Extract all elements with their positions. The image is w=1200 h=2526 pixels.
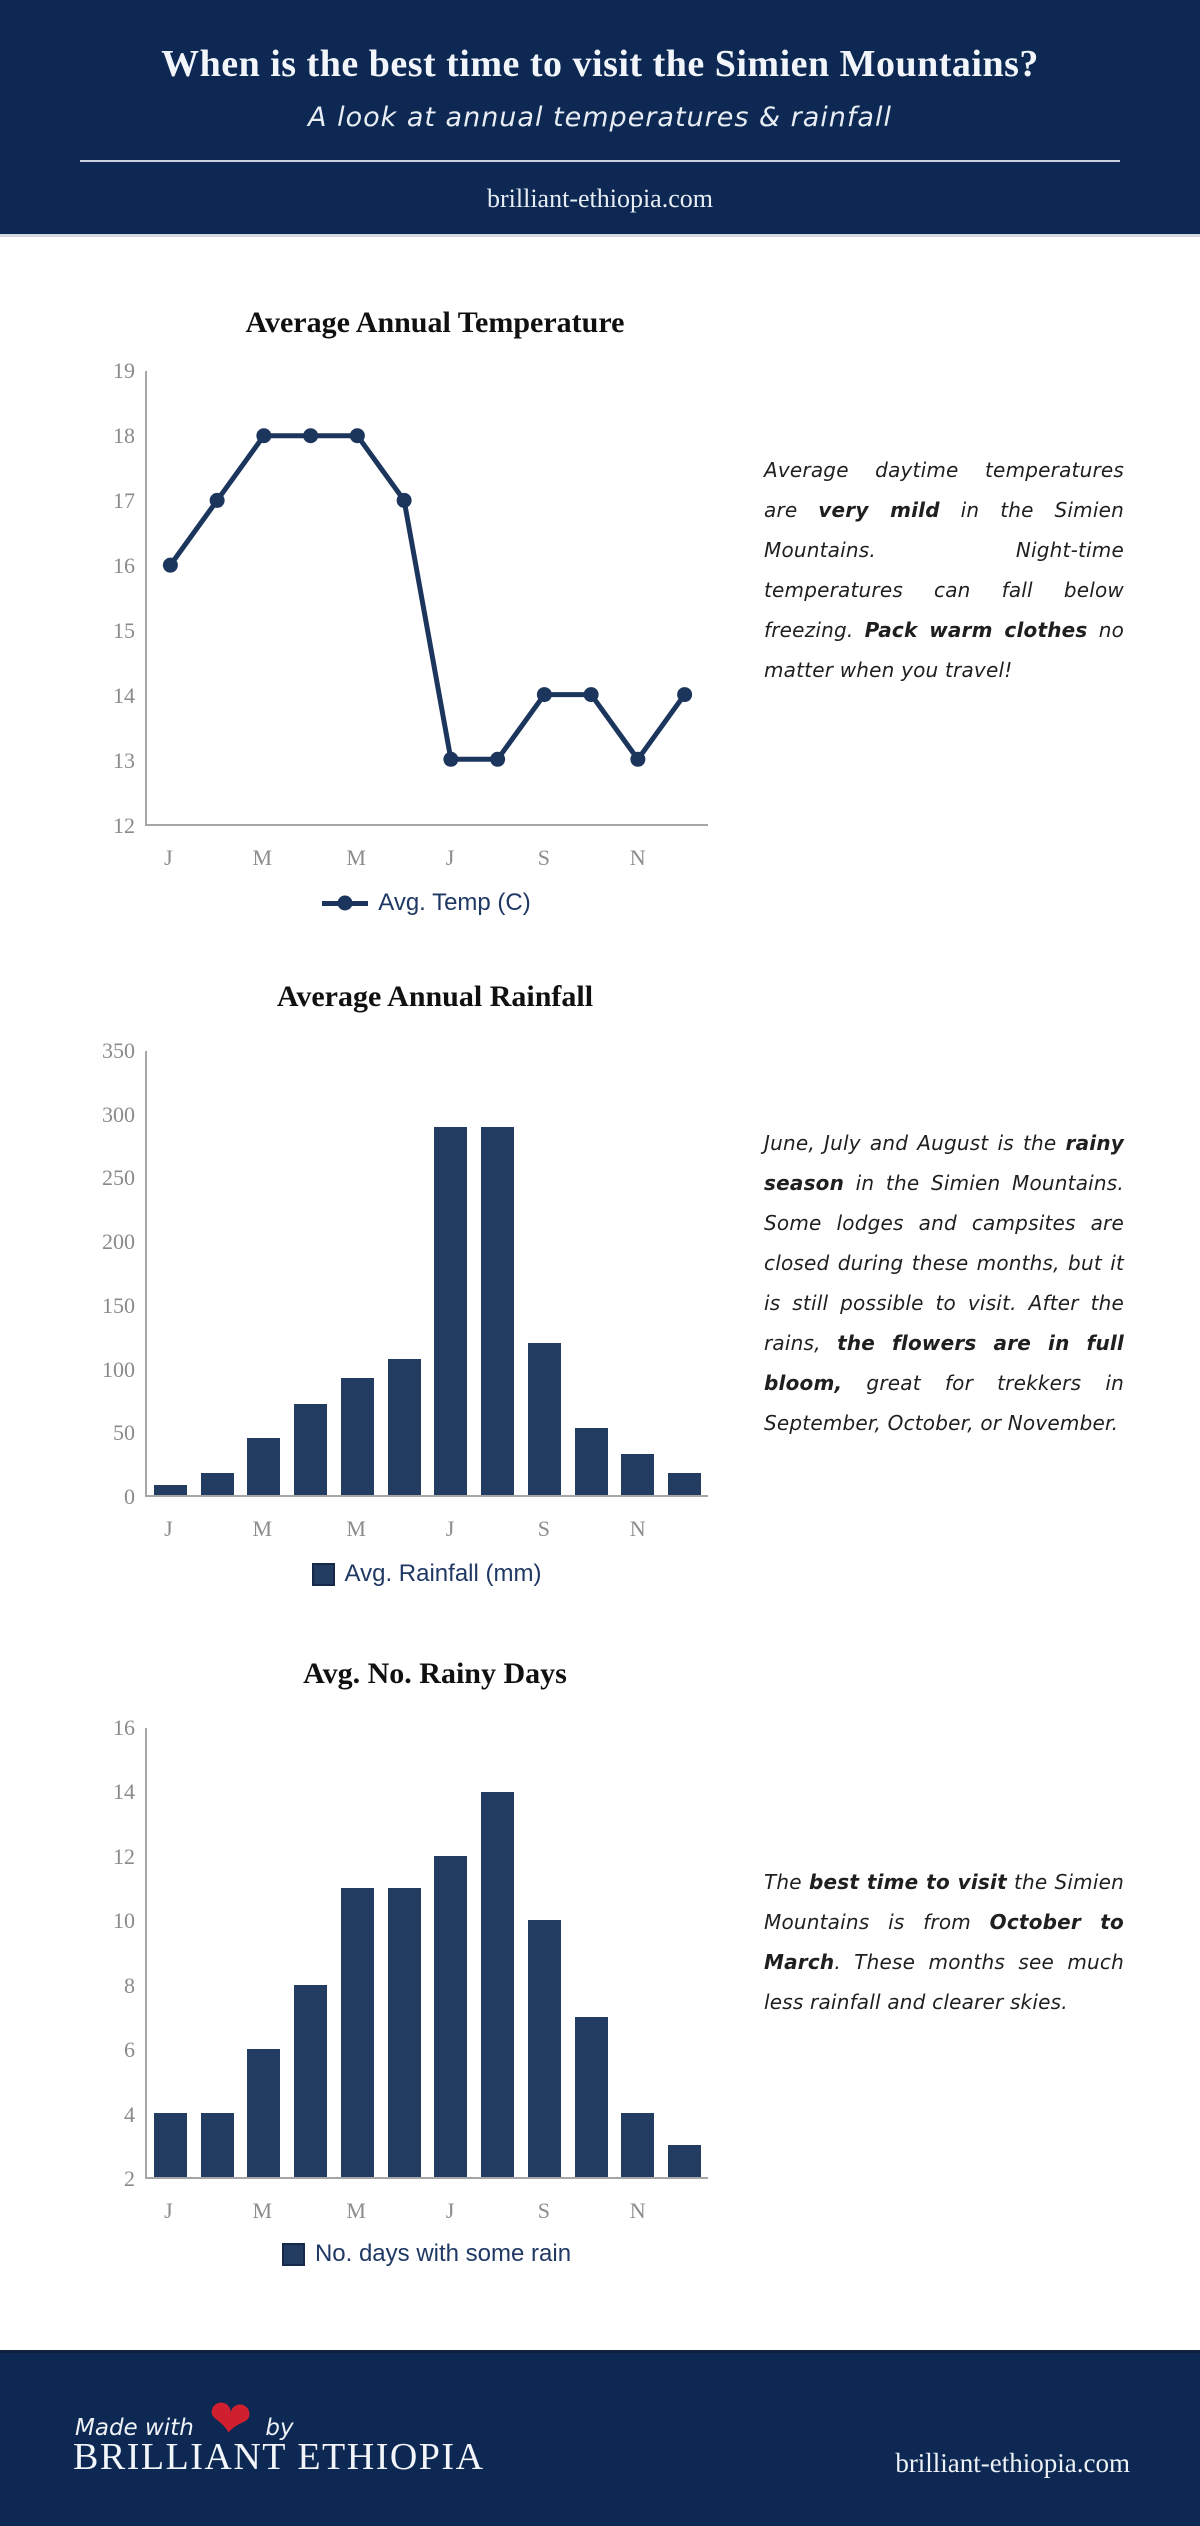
data-point-marker <box>256 428 271 443</box>
temperature-note <box>764 450 1124 690</box>
data-point-marker <box>350 428 365 443</box>
y-tick-label: 14 <box>113 1779 135 1805</box>
note-text-segment: very mild <box>818 498 940 522</box>
best-time-note <box>764 1862 1124 2022</box>
header-divider <box>80 160 1120 162</box>
note-text-segment: June, July and August is the <box>764 1131 1066 1155</box>
x-tick-label: M <box>346 1516 366 1541</box>
x-tick-label: S <box>537 845 550 870</box>
rainy-days-x-axis <box>145 2198 708 2224</box>
note-text-segment: rainy season <box>764 1131 1124 1195</box>
bar <box>434 1127 467 1495</box>
data-point-marker <box>443 752 458 767</box>
note-text-segment: great for trekkers in September, October, or November. <box>764 1371 1124 1435</box>
x-tick-label <box>192 2198 239 2224</box>
line-marker-icon <box>322 901 368 906</box>
rainfall-legend <box>145 1560 708 1588</box>
x-tick-label <box>192 845 239 871</box>
bar <box>247 2049 280 2177</box>
x-tick-label <box>661 845 708 871</box>
x-tick-label <box>286 2198 333 2224</box>
rainfall-chart <box>95 1038 708 1509</box>
note-text-segment: Pack warm clothes <box>864 618 1088 642</box>
bar <box>668 2145 701 2177</box>
temperature-plot-area <box>145 371 708 826</box>
data-point-marker <box>397 493 412 508</box>
x-tick-label: N <box>629 1516 646 1541</box>
rainfall-plot-area <box>145 1051 708 1497</box>
data-point-marker <box>537 687 552 702</box>
bar <box>294 1404 327 1495</box>
rainfall-x-axis <box>145 1516 708 1542</box>
y-tick-label: 350 <box>102 1038 135 1063</box>
y-tick-label: 300 <box>102 1101 135 1127</box>
y-tick-label: 250 <box>102 1165 135 1191</box>
data-point-marker <box>303 428 318 443</box>
rainfall-legend-label: Avg. Rainfall (mm) <box>344 1560 542 1587</box>
x-tick-label: N <box>629 845 646 870</box>
made-with-line <box>75 2387 294 2453</box>
temperature-x-axis <box>145 845 708 871</box>
rainy-days-legend <box>145 2240 708 2268</box>
bar <box>621 1454 654 1495</box>
data-point-marker <box>210 493 225 508</box>
bar <box>481 1792 514 2177</box>
header-website: brilliant-ethiopia.com <box>487 184 713 213</box>
x-tick-label: M <box>252 1516 273 1541</box>
y-tick-label: 13 <box>113 748 135 773</box>
made-with-text: Made with <box>75 2415 194 2441</box>
y-tick-label: 4 <box>124 2101 135 2127</box>
y-tick-label: 10 <box>113 1908 135 1934</box>
bar <box>247 1438 280 1495</box>
rainy-days-legend-label: No. days with some rain <box>314 2240 572 2267</box>
x-tick-label: J <box>445 2198 455 2223</box>
y-tick-label: 0 <box>124 1484 135 1509</box>
bar <box>621 2113 654 2177</box>
data-point-marker <box>630 752 645 767</box>
x-tick-label <box>567 845 614 871</box>
bar <box>341 1378 374 1495</box>
x-tick-label: N <box>629 2198 646 2223</box>
x-tick-label: S <box>537 2198 550 2223</box>
temperature-chart-title: Average Annual Temperature <box>245 306 625 339</box>
y-tick-label: 16 <box>113 553 135 578</box>
rainy-days-y-axis <box>95 1715 135 2191</box>
bar <box>388 1359 421 1495</box>
brand-name: BRILLIANT ETHIOPIA <box>73 2436 485 2478</box>
x-tick-label <box>661 2198 708 2224</box>
data-point-marker <box>584 687 599 702</box>
y-tick-label: 100 <box>102 1356 135 1382</box>
bar-marker-icon <box>282 2243 305 2266</box>
page-title: When is the best time to visit the Simien Mountains? <box>161 43 1039 85</box>
y-tick-label: 50 <box>113 1420 135 1446</box>
header-banner <box>0 0 1200 237</box>
temperature-line-series <box>147 371 708 824</box>
x-tick-label: M <box>346 2198 366 2223</box>
data-point-marker <box>490 752 505 767</box>
bar <box>341 1888 374 2177</box>
x-tick-label <box>473 2198 520 2224</box>
note-text-segment: best time to visit <box>808 1870 1007 1894</box>
bar <box>528 1920 561 2177</box>
bar <box>388 1888 421 2177</box>
note-text-segment: in the Simien Mountains. Some lodges and campsites are closed during these months, but it is still possible to visit. After the rains, <box>764 1171 1124 1355</box>
x-tick-label <box>380 845 427 871</box>
x-tick-label <box>567 2198 614 2224</box>
y-tick-label: 150 <box>102 1292 135 1318</box>
y-tick-label: 18 <box>113 423 135 448</box>
y-tick-label: 14 <box>113 683 135 708</box>
bar <box>575 2017 608 2177</box>
y-tick-label: 8 <box>124 1972 135 1998</box>
note-text-segment: the Simien Mountains is from <box>764 1870 1125 1934</box>
x-tick-label <box>380 2198 427 2224</box>
bar <box>201 2113 234 2177</box>
note-text-segment: October to March <box>764 1910 1124 1974</box>
bar <box>434 1856 467 2177</box>
x-tick-label <box>473 845 520 871</box>
bar <box>294 1985 327 2177</box>
bar <box>668 1473 701 1495</box>
temperature-legend-label: Avg. Temp (C) <box>378 889 531 916</box>
y-tick-label: 15 <box>113 618 135 643</box>
temperature-legend <box>145 889 708 917</box>
temperature-chart <box>95 358 708 838</box>
x-tick-label: J <box>164 845 173 870</box>
x-tick-label: S <box>537 1516 550 1541</box>
note-text-segment: the flowers are in full bloom, <box>764 1331 1124 1395</box>
note-text-segment: no matter when you travel! <box>764 618 1125 682</box>
y-tick-label: 17 <box>113 488 135 513</box>
rainy-days-chart-title: Avg. No. Rainy Days <box>303 1657 567 1690</box>
by-text: by <box>265 2415 294 2441</box>
bar <box>154 1485 187 1495</box>
note-text-segment: in the Simien Mountains. Night-time temperatures can fall below freezing. <box>764 498 1124 642</box>
bar <box>481 1127 514 1495</box>
x-tick-label <box>286 845 333 871</box>
footer-website: brilliant-ethiopia.com <box>895 2448 1130 2478</box>
x-tick-label: M <box>252 845 273 870</box>
y-tick-label: 2 <box>124 2166 135 2191</box>
rainy-days-plot-area <box>145 1728 708 2179</box>
x-tick-label <box>661 1516 708 1542</box>
note-text-segment: The <box>764 1870 809 1894</box>
x-tick-label <box>380 1516 427 1542</box>
rainy-days-chart <box>95 1715 708 2191</box>
y-tick-label: 200 <box>102 1229 135 1255</box>
bar <box>201 1473 234 1495</box>
x-tick-label <box>473 1516 520 1542</box>
x-tick-label <box>192 1516 239 1542</box>
bar <box>575 1428 608 1495</box>
x-tick-label: J <box>164 1516 173 1541</box>
x-tick-label <box>286 1516 333 1542</box>
footer-banner <box>0 2350 1200 2526</box>
bar <box>528 1343 561 1495</box>
y-tick-label: 12 <box>113 1843 135 1869</box>
y-tick-label: 12 <box>113 813 135 838</box>
note-text-segment: . These months see much less rainfall and clearer skies. <box>764 1950 1124 2014</box>
y-tick-label: 16 <box>113 1715 135 1740</box>
page-subtitle: A look at annual temperatures & rainfall <box>308 102 892 133</box>
bar <box>154 2113 187 2177</box>
bar-marker-icon <box>312 1563 335 1586</box>
x-tick-label: M <box>252 2198 273 2223</box>
x-tick-label <box>567 1516 614 1542</box>
temperature-y-axis <box>95 358 135 838</box>
rainfall-chart-title: Average Annual Rainfall <box>276 980 594 1013</box>
rainfall-note <box>764 1123 1124 1443</box>
data-point-marker <box>677 687 692 702</box>
heart-africa-icon: ❤ <box>204 2387 255 2453</box>
x-tick-label: J <box>445 1516 455 1541</box>
rainfall-y-axis <box>95 1038 135 1509</box>
x-tick-label: J <box>445 845 455 870</box>
y-tick-label: 6 <box>124 2037 135 2063</box>
y-tick-label: 19 <box>113 358 135 383</box>
x-tick-label: J <box>164 2198 173 2223</box>
note-text-segment: Average daytime temperatures are <box>764 458 1124 522</box>
data-point-marker <box>163 558 178 573</box>
x-tick-label: M <box>346 845 366 870</box>
